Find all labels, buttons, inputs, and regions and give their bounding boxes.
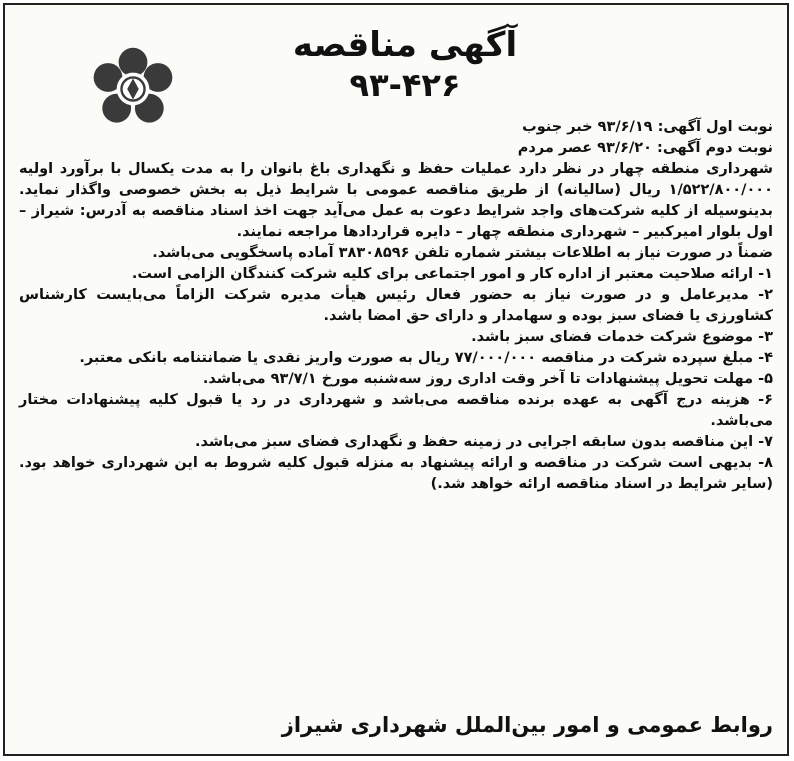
condition-item: ۱- ارائه صلاحیت معتبر از اداره کار و امور اجتماعی برای کلیه شرکت کنندگان الزامی است. bbox=[131, 266, 773, 282]
publication-first: نوبت اول آگهی: ۹۳/۶/۱۹ خبر جنوب bbox=[522, 119, 773, 135]
ad-title: آگهی مناقصه bbox=[292, 25, 518, 65]
ad-signature: روابط عمومی و امور بین‌الملل شهرداری شیراز bbox=[281, 713, 773, 737]
condition-item: ۶- هزینه درج آگهی به عهده برنده مناقصه می‌باشد و شهرداری در رد یا قبول کلیه پیشنهادات مختار می‌باشد. bbox=[19, 392, 773, 429]
contact-paragraph: ضمناً در صورت نیاز به اطلاعات بیشتر شماره تلفن ۳۸۳۰۸۵۹۶ آماده پاسخگویی می‌باشد. bbox=[152, 245, 773, 261]
tender-advertisement bbox=[3, 3, 789, 756]
condition-item: ۳- موضوع شرکت خدمات فضای سبز باشد. bbox=[471, 329, 773, 345]
condition-item: ۵- مهلت تحویل پیشنهادات تا آخر وقت اداری روز سه‌شنبه مورخ ۹۳/۷/۱ می‌باشد. bbox=[202, 371, 773, 387]
condition-item: ۷- این مناقصه بدون سابقه اجرایی در زمینه حفظ و نگهداری فضای سبز می‌باشد. bbox=[195, 434, 773, 450]
intro-paragraph: شهرداری منطقه چهار در نظر دارد عملیات حفظ و نگهداری باغ بانوان را به مدت یکسال با برآورد اولیه ۱/۵۲۲/۸۰۰/۰۰۰ ریال (سالیانه) از طریق مناقصه عمومی با شرایط ذیل به بخش خصوصی واگذار نماید. بدینوسیله از کلیه شرکت‌های واجد شرایط دعوت به عمل می‌آید جهت اخذ اسناد مناقصه به آدرس: شیراز – اول بلوار امیرکبیر – شهرداری منطقه چهار – دایره قراردادها مراجعه نمایند. bbox=[19, 161, 773, 240]
ad-number: ۹۳-۴۲۶ bbox=[349, 66, 461, 104]
condition-item: ۴- مبلغ سپرده شرکت در مناقصه ۷۷/۰۰۰/۰۰۰ ریال به صورت واریز نقدی یا ضمانتنامه بانکی معتبر. bbox=[79, 350, 773, 366]
condition-item: ۸- بدیهی است شرکت در مناقصه و ارائه پیشنهاد به منزله قبول کلیه شروط به این شهرداری خواهد بود. (سایر شرایط در اسناد مناقصه ارائه خواهد شد.) bbox=[19, 455, 773, 492]
ad-body bbox=[19, 117, 773, 495]
publication-second: نوبت دوم آگهی: ۹۳/۶/۲۰ عصر مردم bbox=[517, 140, 773, 156]
condition-item: ۲- مدیرعامل و در صورت نیاز به حضور فعال رئیس هیأت مدیره شرکت الزاماً می‌بایست کارشناس کشاورزی یا فضای سبز بوده و سهامدار و دارای حق امضا باشد. bbox=[19, 287, 773, 324]
